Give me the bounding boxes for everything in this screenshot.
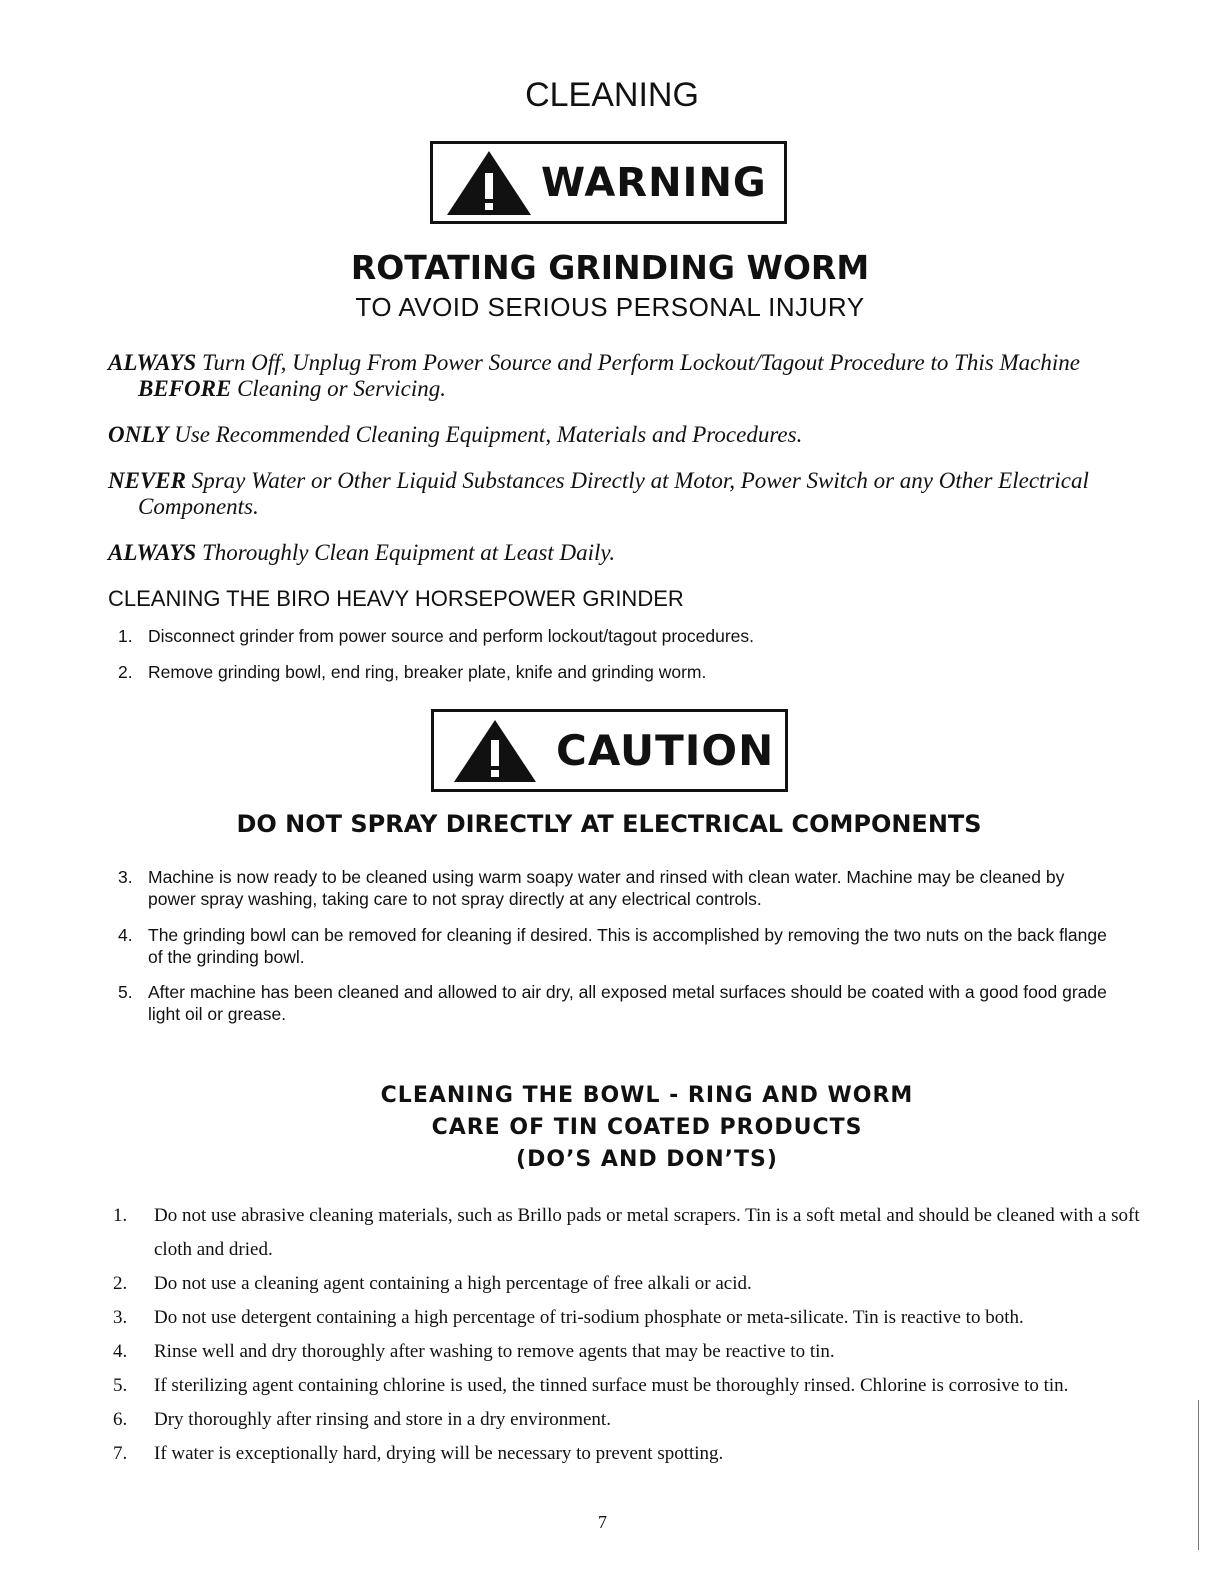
warning-sign (430, 141, 787, 224)
hazard-subtitle: TO AVOID SERIOUS PERSONAL INJURY (355, 292, 865, 322)
step-number: 2. (118, 662, 133, 682)
tin-text: Dry thoroughly after rinsing and store in a dry environment. (154, 1409, 611, 1430)
bowl-heading-line3: (DO’S AND DON’TS) (516, 1147, 778, 1172)
tin-text: If sterilizing agent containing chlorine is used, the tinned surface must be thoroughly rinsed. Chlorine is corrosive to tin. (154, 1375, 1069, 1396)
tin-text: Do not use abrasive cleaning materials, such as Brillo pads or metal scrapers. Tin is a soft metal and should be cleaned with a soft cloth and dried. (154, 1205, 1140, 1260)
warning-label: WARNING (541, 159, 767, 206)
list-item (118, 625, 1118, 647)
tin-number: 7. (113, 1443, 128, 1464)
list-item (113, 1199, 1183, 1267)
list-item (113, 1267, 1183, 1301)
caution-title: DO NOT SPRAY DIRECTLY AT ELECTRICAL COMPONENTS (236, 810, 982, 838)
list-item (118, 866, 1118, 910)
page-number: 7 (598, 1512, 607, 1532)
rule-always-clean-daily (108, 540, 1108, 566)
list-item (113, 1437, 1183, 1471)
bowl-heading-line1: CLEANING THE BOWL - RING AND WORM (380, 1083, 914, 1108)
step-text: The grinding bowl can be removed for cleaning if desired. This is accomplished by removing the two nuts on the back flange of the grinding bowl. (148, 925, 1107, 967)
tin-number: 2. (113, 1273, 128, 1294)
list-item (113, 1301, 1183, 1335)
warning-triangle-icon (445, 149, 533, 217)
rule-keyword: NEVER (108, 468, 186, 493)
tin-number: 5. (113, 1375, 128, 1396)
tin-number: 3. (113, 1307, 128, 1328)
rule-never-spray (108, 468, 1108, 520)
rule-always-unplug (108, 350, 1108, 402)
step-text: Machine is now ready to be cleaned using warm soapy water and rinsed with clean water. Machine may be cleaned by power spray washing, taking care to not spray directly at any electrical controls. (148, 867, 1065, 909)
list-item (118, 924, 1118, 968)
step-text: Disconnect grinder from power source and perform lockout/tagout procedures. (148, 626, 754, 646)
rule-text: Spray Water or Other Liquid Substances Directly at Motor, Power Switch or any Other Electrical Components. (138, 468, 1089, 519)
tin-number: 4. (113, 1341, 128, 1362)
rule-text: Use Recommended Cleaning Equipment, Materials and Procedures. (168, 422, 803, 447)
step-number: 1. (118, 626, 133, 646)
list-item (113, 1369, 1183, 1403)
step-number: 5. (118, 982, 133, 1002)
list-item (118, 981, 1118, 1025)
step-number: 3. (118, 867, 133, 887)
rule-keyword: ALWAYS (108, 350, 197, 375)
rule-only-recommended (108, 422, 1108, 448)
tin-number: 6. (113, 1409, 128, 1430)
step-text: Remove grinding bowl, end ring, breaker plate, knife and grinding worm. (148, 662, 707, 682)
caution-sign (431, 709, 788, 792)
tin-text: Do not use detergent containing a high percentage of tri-sodium phosphate or meta-silicate. Tin is reactive to both. (154, 1307, 1024, 1328)
rule-text: Turn Off, Unplug From Power Source and Perform Lockout/Tagout Procedure to This Machine (196, 350, 1080, 375)
page-title: CLEANING (525, 76, 699, 114)
tin-text: Do not use a cleaning agent containing a high percentage of free alkali or acid. (154, 1273, 752, 1294)
step-number: 4. (118, 925, 133, 945)
scan-edge-divider (1198, 1400, 1199, 1550)
rule-keyword: ONLY (108, 422, 169, 447)
rule-keyword-2: BEFORE (138, 376, 232, 401)
tin-number: 1. (113, 1205, 128, 1226)
rule-keyword: ALWAYS (108, 540, 197, 565)
caution-triangle-icon (452, 718, 538, 784)
tin-text: If water is exceptionally hard, drying will be necessary to prevent spotting. (154, 1443, 724, 1464)
list-item (113, 1403, 1183, 1437)
tin-text: Rinse well and dry thoroughly after washing to remove agents that may be reactive to tin. (154, 1341, 835, 1362)
hazard-title: ROTATING GRINDING WORM (350, 248, 870, 287)
list-item (118, 661, 1118, 683)
step-text: After machine has been cleaned and allowed to air dry, all exposed metal surfaces should be coated with a good food grade light oil or grease. (148, 982, 1107, 1024)
caution-label: CAUTION (556, 726, 775, 775)
bowl-heading (0, 1080, 1224, 1176)
rule-text: Thoroughly Clean Equipment at Least Daily. (196, 540, 616, 565)
section-heading: CLEANING THE BIRO HEAVY HORSEPOWER GRINDER (108, 586, 684, 611)
rule-text-2: Cleaning or Servicing. (231, 376, 446, 401)
list-item (113, 1335, 1183, 1369)
bowl-heading-line2: CARE OF TIN COATED PRODUCTS (431, 1115, 863, 1140)
